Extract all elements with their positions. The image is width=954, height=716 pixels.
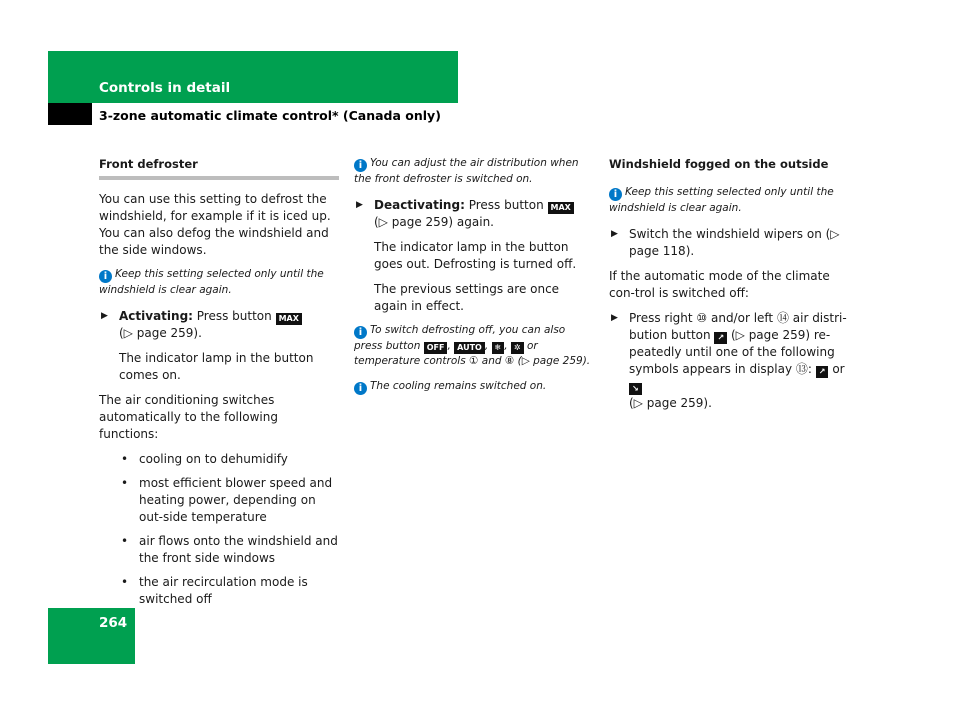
step-wipers: ▶ Switch the windshield wipers on (▷ page 118). [611, 227, 840, 258]
info-icon: i [609, 188, 622, 201]
column-3 [609, 156, 849, 420]
indicator-off-text: The indicator lamp in the button goes out. Defrosting is turned off. [374, 240, 577, 271]
arrow-icon: ▶ [611, 313, 618, 323]
arrow-icon: ▶ [356, 200, 363, 210]
column-2 [354, 156, 594, 405]
list-item: • the air recirculation mode is switched off [121, 575, 308, 606]
info-icon: i [354, 159, 367, 172]
list-item: • most efficient blower speed and heating power, depending on out-side temperature [121, 476, 333, 524]
list-item: • air flows onto the windshield and the front side windows [121, 534, 338, 565]
list-item: • cooling on to dehumidify [121, 452, 288, 466]
info-note: i To switch defrosting off, you can also press button OFF , AUTO , ❄ , ✲ or temperature controls ① and ⑧ (▷ page 259). [354, 324, 591, 367]
info-note: i The cooling remains switched on. [354, 379, 594, 395]
intro-text: You can use this setting to defrost the windshield, for example if it is iced up. You can also defog the windshield and the side windows. [99, 192, 331, 257]
previous-settings-text: The previous settings are once again in effect. [374, 282, 560, 313]
arrow-icon: ▶ [101, 311, 108, 321]
auto-mode-text: If the automatic mode of the climate con-trol is switched off: [609, 269, 830, 300]
cooling-button-icon: ❄ [492, 342, 505, 354]
off-button-icon: OFF [424, 342, 448, 354]
heading-windshield-fogged: Windshield fogged on the outside [609, 157, 829, 171]
step-activating: ▶ Activating: Press button MAX (▷ page 259). [99, 308, 339, 342]
column-1 [99, 156, 339, 615]
arrow-icon: ▶ [611, 229, 618, 239]
info-icon: i [354, 382, 367, 395]
header-marker [48, 103, 92, 125]
defrost-max-icon: MAX [548, 202, 574, 214]
auto-button-icon: AUTO [454, 342, 485, 354]
info-icon: i [354, 326, 367, 339]
section-title: Controls in detail [99, 80, 231, 96]
heading-front-defroster: Front defroster [99, 156, 339, 180]
defrost-max-icon: MAX [276, 313, 302, 325]
info-note: i Keep this setting selected only until the windshield is clear again. [99, 268, 324, 296]
blower-button-icon: ✲ [511, 342, 524, 354]
info-icon: i [99, 270, 112, 283]
info-note: i You can adjust the air distribution when the front defroster is switched on. [354, 157, 579, 185]
page-subtitle: 3-zone automatic climate control* (Canada only) [99, 108, 441, 123]
step-deactivating: ▶ Deactivating: Press button MAX (▷ page 259) again. [354, 197, 594, 231]
info-note: i Keep this setting selected only until the windshield is clear again. [609, 186, 834, 214]
indicator-on-text: The indicator lamp in the button comes on. [119, 351, 314, 382]
page-number: 264 [99, 615, 128, 631]
air-distribution-icon: ↗ [714, 332, 727, 344]
step-air-distribution: ▶ Press right ⑩ and/or left ⑭ air distri-bution button ↗ (▷ page 259) re-peatedly until one of the following symbols appears in display ⑬: ↗ or ↘ (▷ page 259). [611, 311, 847, 410]
windshield-airflow-icon: ↗ [816, 366, 829, 378]
ac-intro-text: The air conditioning switches automatically to the following functions: [99, 393, 278, 441]
windshield-footwell-airflow-icon: ↘ [629, 383, 642, 395]
